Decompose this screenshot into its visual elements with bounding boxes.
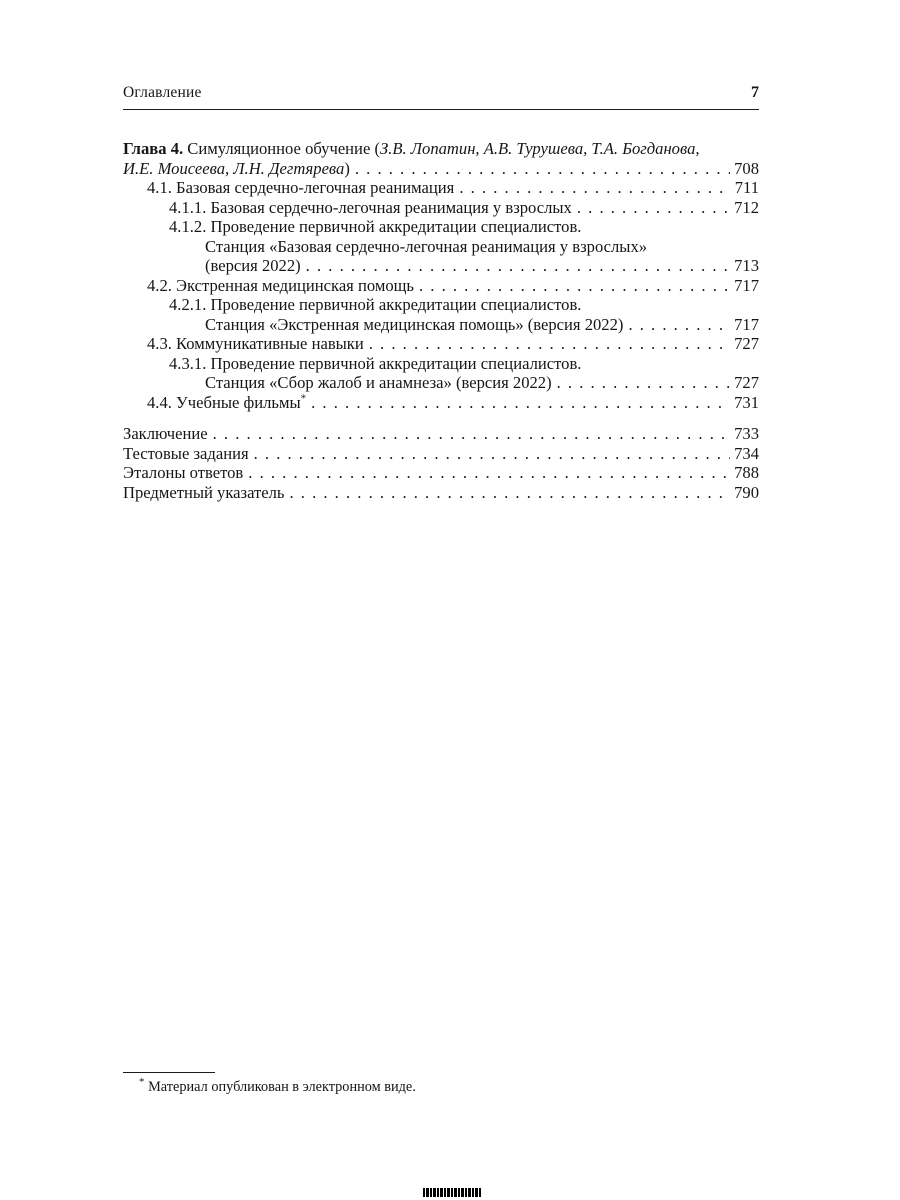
toc-entry-label: Предметный указатель — [123, 482, 285, 502]
toc-entry-label: 4.1.1. Базовая сердечно-легочная реанимация у взрослых — [169, 197, 572, 217]
toc-entry-continuation — [123, 373, 759, 393]
toc-entry-page: 790 — [734, 482, 759, 502]
barcode — [423, 1188, 481, 1197]
toc-entry-page: 733 — [734, 424, 759, 443]
chapter-title: Симуляционное обучение ( — [183, 139, 380, 158]
toc-entry-page: 711 — [734, 178, 759, 197]
dot-leader — [369, 334, 730, 354]
toc-entry-label: 4.3.1. Проведение первичной аккредитации специалистов. — [169, 353, 582, 373]
toc-entry-continuation — [123, 237, 759, 257]
toc-entry — [123, 217, 759, 237]
toc-entry-page: 727 — [734, 334, 759, 353]
toc-entry-continuation — [123, 256, 759, 276]
page-sheet — [123, 84, 759, 502]
toc-entry — [123, 295, 759, 315]
toc-entry-label: Эталоны ответов — [123, 463, 244, 482]
dot-leader — [577, 198, 730, 218]
chapter-label: Глава 4. — [123, 139, 184, 158]
dot-leader — [248, 463, 730, 483]
toc-chapter-text2 — [123, 159, 350, 179]
running-header — [123, 84, 759, 110]
table-of-contents — [123, 139, 759, 502]
toc-entry-label — [147, 393, 306, 413]
dot-leader — [289, 483, 730, 503]
toc-entry-page: 708 — [734, 158, 759, 178]
toc-entry-label: Заключение — [123, 424, 208, 443]
chapter-authors-line1: З.В. Лопатин, А.В. Турушева, Т.А. Богданова, — [379, 139, 700, 158]
dot-leader — [557, 373, 730, 393]
footnote-marker: * — [139, 1076, 145, 1089]
toc-entry — [123, 444, 759, 464]
toc-entry-label: Станция «Сбор жалоб и анамнеза» (версия 2022) — [205, 373, 552, 392]
toc-entry-label: 4.3. Коммуникативные навыки — [147, 334, 364, 353]
toc-entry — [123, 198, 759, 218]
toc-entry-label: Станция «Базовая сердечно-легочная реанимация у взрослых» — [205, 236, 648, 256]
chapter-close-paren: ) — [344, 158, 350, 178]
footnote-marker-ref: * — [300, 391, 307, 404]
dot-leader — [459, 178, 730, 198]
toc-entry — [123, 334, 759, 354]
toc-entry — [123, 178, 759, 198]
header-page-number: 7 — [751, 84, 759, 101]
toc-entry — [123, 463, 759, 483]
toc-entry-label: 4.2. Экстренная медицинская помощь — [147, 275, 414, 295]
dot-leader — [306, 256, 730, 276]
dot-leader — [628, 315, 730, 335]
toc-entry-continuation — [123, 315, 759, 335]
toc-entry-page: 727 — [734, 373, 759, 392]
toc-entry-page: 788 — [734, 463, 759, 482]
toc-entry-text: 4.4. Учебные фильмы — [147, 392, 301, 412]
dot-leader — [254, 444, 730, 464]
toc-entry-page: 731 — [734, 392, 759, 412]
toc-entry-page: 734 — [734, 443, 759, 463]
toc-chapter-line1 — [123, 139, 759, 159]
chapter-authors-line2: И.Е. Моисеева, Л.Н. Дегтярева — [123, 158, 345, 178]
dot-leader — [311, 393, 730, 413]
toc-entry-page: 717 — [734, 314, 759, 334]
toc-entry-label: (версия 2022) — [205, 256, 301, 275]
toc-chapter-text — [123, 139, 700, 159]
dot-leader — [419, 276, 730, 296]
footnote — [123, 1072, 759, 1096]
dot-leader — [213, 424, 730, 444]
footnote-separator — [123, 1072, 215, 1073]
toc-entry-label: 4.1.2. Проведение первичной аккредитации специалистов. — [169, 217, 582, 236]
header-title: Оглавление — [123, 84, 202, 101]
toc-entry-page: 713 — [734, 256, 759, 275]
toc-entry — [123, 483, 759, 503]
toc-entry — [123, 393, 759, 413]
toc-entry — [123, 424, 759, 444]
toc-chapter-line2 — [123, 159, 759, 179]
footnote-text — [123, 1076, 759, 1096]
toc-entry — [123, 276, 759, 296]
toc-entry-page: 717 — [734, 275, 759, 295]
footnote-body: Материал опубликован в электронном виде. — [144, 1079, 416, 1095]
toc-entry-label: 4.1. Базовая сердечно-легочная реанимация — [147, 178, 455, 197]
dot-leader — [355, 159, 730, 179]
toc-entry — [123, 354, 759, 374]
toc-entry-label: 4.2.1. Проведение первичной аккредитации специалистов. — [169, 295, 582, 314]
toc-entry-label: Тестовые задания — [123, 443, 249, 463]
toc-entry-page: 712 — [734, 197, 759, 217]
toc-entry-label: Станция «Экстренная медицинская помощь» (версия 2022) — [205, 314, 624, 334]
